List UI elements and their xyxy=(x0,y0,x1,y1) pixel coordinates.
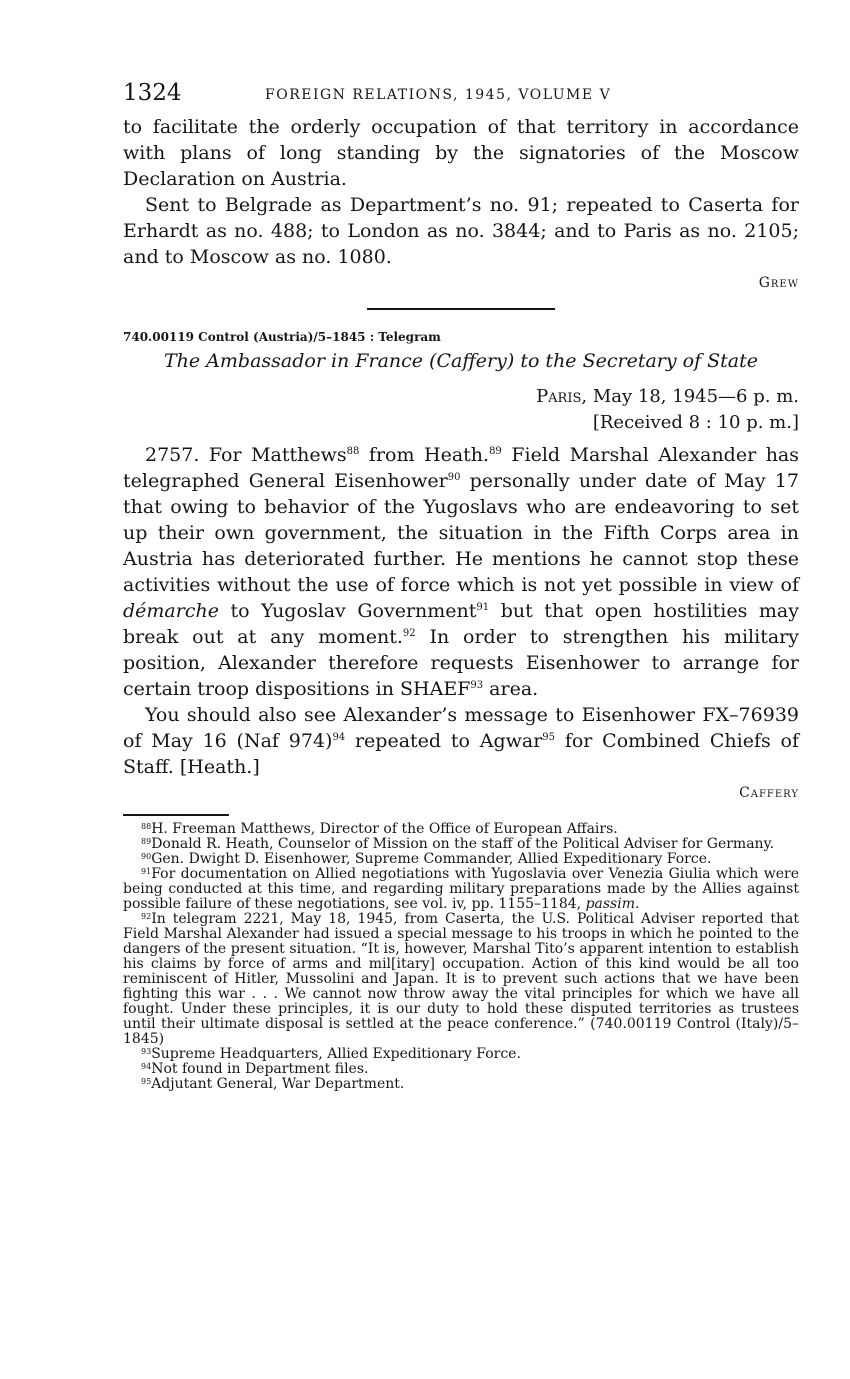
footnote-ref: 88 xyxy=(346,446,360,457)
footnote-ref: 94 xyxy=(332,732,346,743)
footnote-94: $^{94}$Not found in Department files. xyxy=(141,1061,369,1077)
document-title: The Ambassador in France (Caffery) to the Secretary of State xyxy=(163,350,759,372)
footnote-ref: 89 xyxy=(489,446,502,457)
document-page xyxy=(123,80,799,1092)
running-header xyxy=(123,80,799,114)
telegram-paragraph-1: 2757. For Matthews$^{88}$ from Heath.$^{89}$ Field Marshal Alexander has telegraphed General Eisenhower$^{90}$ personally under date of May 17 that owing to behavior of the Yugoslavs who are endeavoring to set up their own government, the situation in the Fifth Corps area in Austria has deteriorated further. He mentions he cannot stop these activities without the use of force which is not yet possible in view of démarche to Yugoslav Government$^{91}$ but that open hostilities may break out at any moment.$^{92}$ In order to strengthen his military position, Alexander therefore requests Eisenhower to arrange for certain troop dispositions in SHAEF$^{93}$ area. xyxy=(123,444,800,700)
footnote-ref: 95 xyxy=(542,732,556,743)
place-date xyxy=(123,384,799,410)
footnote-ref: 93 xyxy=(470,680,484,691)
footnote-91: $^{91}$For documentation on Allied negotiations with Yugoslavia over Venezia Giulia which were being conducted at this time, and regarding military preparations made by the Allies against possible failure of these negotiations, see vol. iv, pp. 1155–1184, passim. xyxy=(123,866,799,912)
footnote-ref: 90 xyxy=(447,472,461,483)
continued-paragraph: to facilitate the orderly occupation of that territory in accordance with plans of long standing by the signatories of the Moscow Declaration on Austria. xyxy=(123,116,799,190)
footnotes xyxy=(123,822,799,1092)
signature-caffery: Caffery xyxy=(739,785,799,801)
footnote-88: $^{88}$H. Freeman Matthews, Director of the Office of European Affairs. xyxy=(141,821,618,837)
place-name: Paris xyxy=(536,386,582,407)
dateline xyxy=(123,384,799,436)
file-reference: 740.00119 Control (Austria)/5–1845 : Telegram xyxy=(123,330,441,344)
received-time: [Received 8 : 10 p. m.] xyxy=(592,412,799,433)
footnote-95: $^{95}$Adjutant General, War Department. xyxy=(141,1076,405,1092)
demarche-term: démarche xyxy=(123,600,219,622)
signature-grew: Grew xyxy=(758,275,799,291)
date-time: , May 18, 1945—6 p. m. xyxy=(581,386,799,407)
footnote-ref: 92 xyxy=(402,628,416,639)
footnote-90: $^{90}$Gen. Dwight D. Eisenhower, Supreme Commander, Allied Expeditionary Force. xyxy=(141,851,712,867)
footnote-ref: 91 xyxy=(476,602,490,613)
footnote-divider xyxy=(123,814,229,816)
footnote-92: $^{92}$In telegram 2221, May 18, 1945, from Caserta, the U.S. Political Adviser reported that Field Marshal Alexander had issued a special message to his troops in which he pointed to the dangers of the present situation. “It is, however, Marshal Tito’s apparent intention to establish his claims by force of arms and mil[itary] occupation. Action of this kind would be all too reminiscent of Hitler, Mussolini and Japan. It is to prevent such actions that we have been fighting this war . . . We cannot now throw away the vital principles for which we have all fought. Under these principles, it is our duty to hold these disputed territories as trustees until their ultimate disposal is settled at the peace conference.” (740.00119 Control (Italy)/5–1845) xyxy=(123,911,799,1047)
distribution-paragraph: Sent to Belgrade as Department’s no. 91; repeated to Caserta for Erhardt as no. 488; to London as no. 3844; and to Paris as no. 2105; and to Moscow as no. 1080. xyxy=(123,194,799,268)
page-number: 1324 xyxy=(123,80,182,106)
section-divider xyxy=(367,308,555,310)
footnote-89: $^{89}$Donald R. Heath, Counselor of Mission on the staff of the Political Adviser for Germany. xyxy=(141,836,775,852)
footnote-93: $^{93}$Supreme Headquarters, Allied Expeditionary Force. xyxy=(141,1046,521,1062)
running-title: FOREIGN RELATIONS, 1945, VOLUME V xyxy=(265,87,612,103)
telegram-paragraph-2: You should also see Alexander’s message to Eisenhower FX–76939 of May 16 (Naf 974)$^{94}$ repeated to Agwar$^{95}$ for Combined Chiefs of Staff. [Heath.] xyxy=(123,704,799,778)
